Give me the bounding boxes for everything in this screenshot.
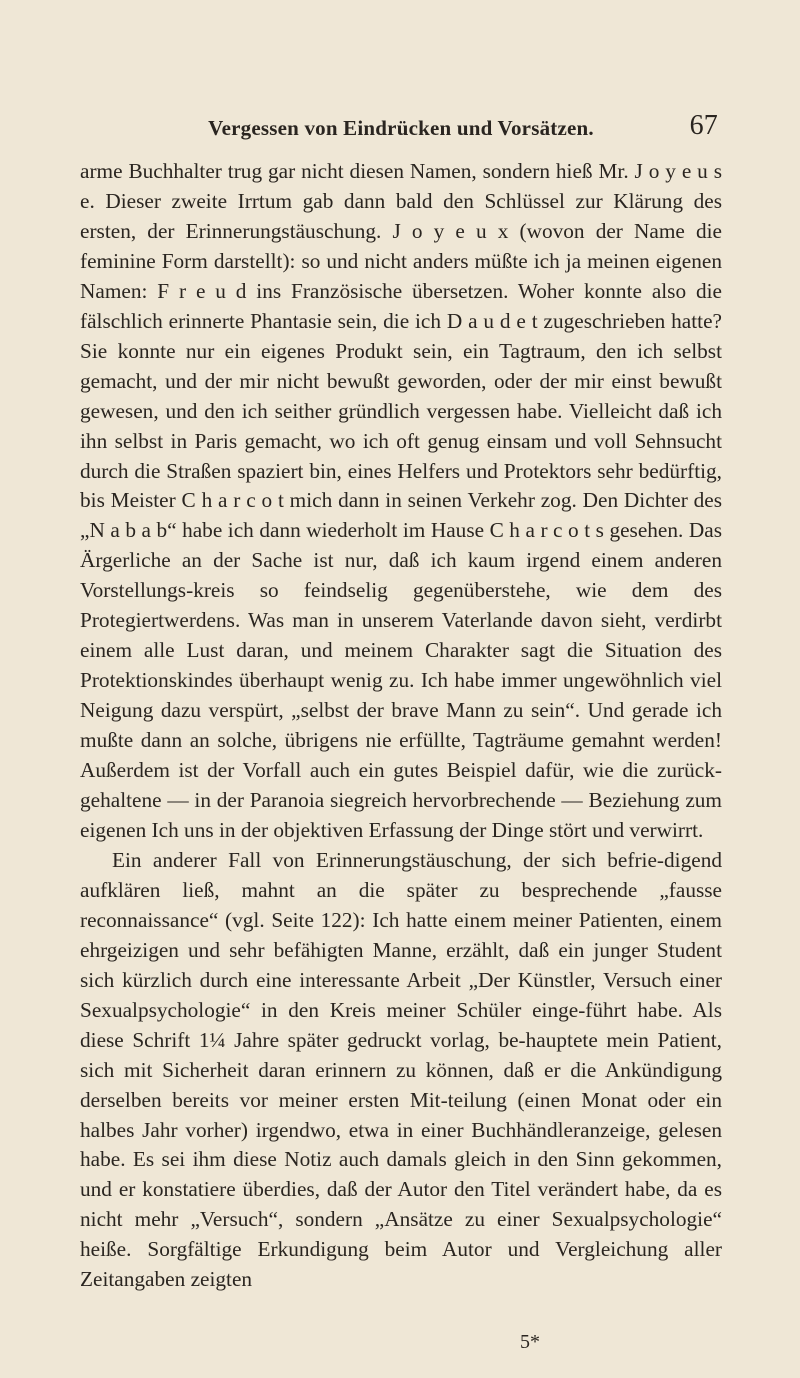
book-page	[0, 110, 800, 1378]
running-head	[80, 110, 722, 140]
body-text	[80, 157, 722, 1295]
page-number: 67	[689, 110, 718, 141]
signature-mark: 5*	[520, 1331, 540, 1353]
paragraph: Ein anderer Fall von Erinnerungstäuschung, der sich befrie-digend aufklären ließ, mahnt an die später zu besprechende „fausse reconnaissance“ (vgl. Seite 122): Ich hatte einem meiner Patienten, einem ehrgeizigen und sehr befähigten Manne, erzählt, daß ein junger Student sich kürzlich durch eine interessante Arbeit „Der Künstler, Versuch einer Sexualpsychologie“ in den Kreis meiner Schüler einge-führt habe. Als diese Schrift 1¼ Jahre später gedruckt vorlag, be-hauptete mein Patient, sich mit Sicherheit daran erinnern zu können, daß er die Ankündigung derselben bereits vor meiner ersten Mit-teilung (einen Monat oder ein halbes Jahr vorher) irgendwo, etwa in einer Buchhändleranzeige, gelesen habe. Es sei ihm diese Notiz auch damals gleich in den Sinn gekommen, und er konstatiere überdies, daß der Autor den Titel verändert habe, da es nicht mehr „Versuch“, sondern „Ansätze zu einer Sexualpsychologie“ heiße. Sorgfältige Erkundigung beim Autor und Vergleichung aller Zeitangaben zeigten	[80, 847, 722, 1292]
running-head-title: Vergessen von Eindrücken und Vorsätzen.	[208, 116, 594, 140]
paragraph: arme Buchhalter trug gar nicht diesen Namen, sondern hieß Mr. J o y e u s e. Dieser zweite Irrtum gab dann bald den Schlüssel zur Klärung des ersten, der Erinnerungstäuschung. J o y e u x (wovon der Name die feminine Form darstellt): so und nicht anders müßte ich ja meinen eigenen Namen: F r e u d ins Französische übersetzen. Woher konnte also die fälschlich erinnerte Phantasie sein, die ich D a u d e t zugeschrieben hatte? Sie konnte nur ein eigenes Produkt sein, ein Tagtraum, den ich selbst gemacht, und der mir nicht bewußt geworden, oder der mir einst bewußt gewesen, und den ich seither gründlich vergessen habe. Vielleicht daß ich ihn selbst in Paris gemacht, wo ich oft genug einsam und voll Sehnsucht durch die Straßen spaziert bin, eines Helfers und Protektors sehr bedürftig, bis Meister C h a r c o t mich dann in seinen Verkehr zog. Den Dichter des „N a b a b“ habe ich dann wiederholt im Hause C h a r c o t s gesehen. Das Ärgerliche an der Sache ist nur, daß ich kaum irgend einem anderen Vorstellungs-kreis so feindselig gegenüberstehe, wie dem des Protegiertwerdens. Was man in unserem Vaterlande davon sieht, verdirbt einem alle Lust daran, und meinem Charakter sagt die Situation des Protektionskindes überhaupt wenig zu. Ich habe immer ungewöhnlich viel Neigung dazu verspürt, „selbst der brave Mann zu sein“. Und gerade ich mußte dann an solche, übrigens nie erfüllte, Tagträume gemahnt werden! Außerdem ist der Vorfall auch ein gutes Beispiel dafür, wie die zurück-gehaltene — in der Paranoia siegreich hervorbrechende — Beziehung zum eigenen Ich uns in der objektiven Erfassung der Dinge stört und verwirrt.	[80, 159, 722, 842]
